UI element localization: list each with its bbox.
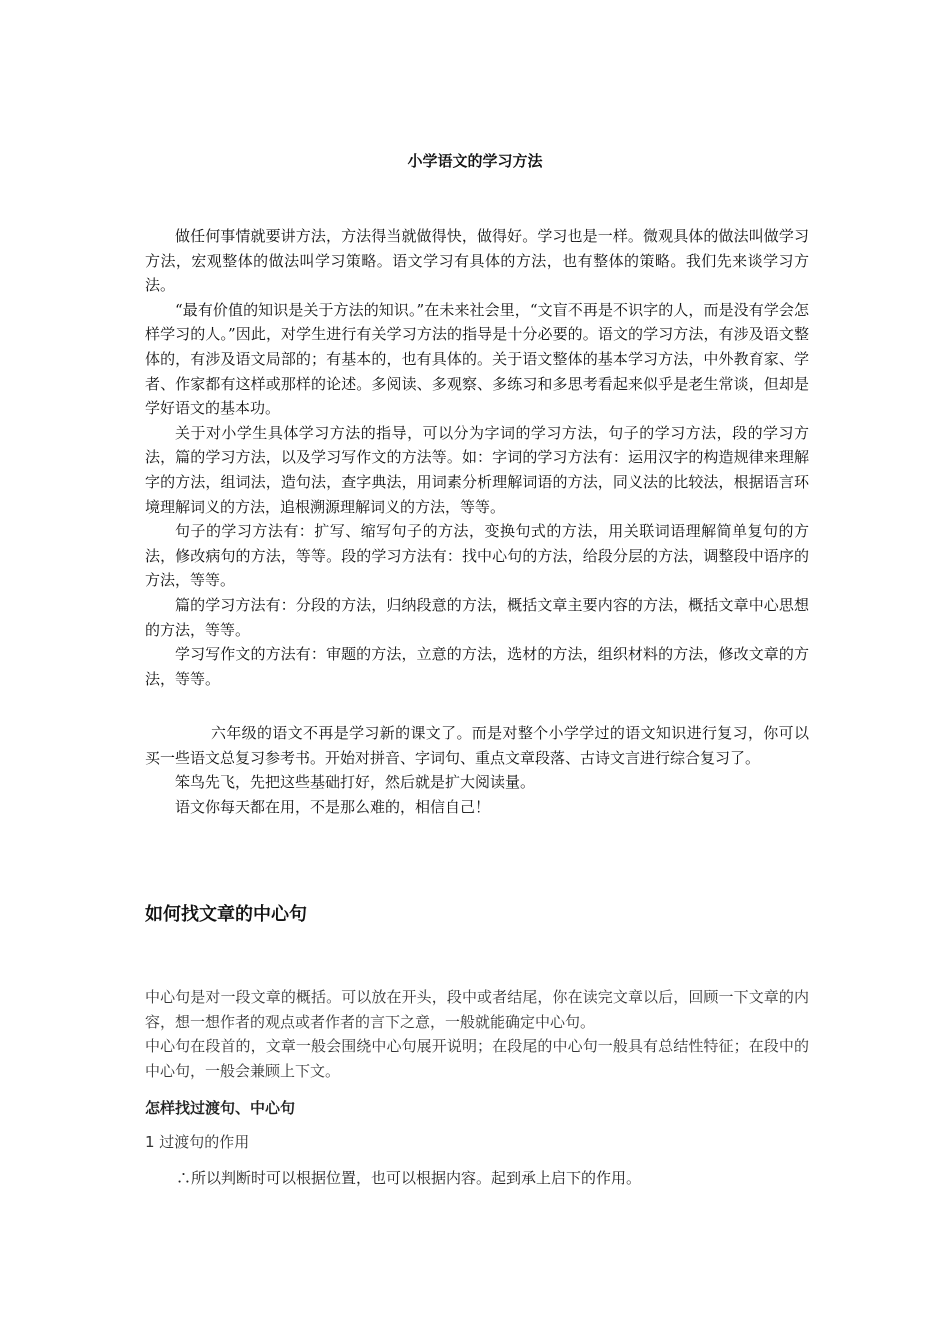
paragraph: 关于对小学生具体学习方法的指导，可以分为字词的学习方法，句子的学习方法，段的学习方法，篇的学习方法，以及学习写作文的方法等。如：字词的学习方法有：运用汉字的构造规律来理解字的方法，组词法，造句法，查字典法，用词素分析理解词语的方法，同义法的比较法，根据语言环境理解词义的方法，追根溯源理解词义的方法，等等。 (145, 423, 809, 516)
paragraph: 做任何事情就要讲方法，方法得当就做得快，做得好。学习也是一样。微观具体的做法叫做学习方法，宏观整体的做法叫学习策略。语文学习有具体的方法，也有整体的策略。我们先来谈学习方法。 (145, 227, 809, 295)
section-heading: 如何找文章的中心句 (145, 904, 307, 925)
paragraph: 中心句是对一段文章的概括。可以放在开头，段中或者结尾，你在读完文章以后，回顾一下文章的内容，想一想作者的观点或者作者的言下之意，一般就能确定中心句。 (145, 988, 809, 1031)
document-title: 小学语文的学习方法 (407, 152, 543, 170)
paragraph: 句子的学习方法有：扩写、缩写句子的方法，变换句式的方法，用关联词语理解简单复句的方法，修改病句的方法，等等。段的学习方法有：找中心句的方法，给段分层的方法，调整段中语序的方法，等等。 (145, 522, 809, 590)
paragraph: 笨鸟先飞，先把这些基础打好，然后就是扩大阅读量。 (175, 773, 536, 792)
subheading: 怎样找过渡句、中心句 (145, 1099, 296, 1117)
paragraph: “最有价值的知识是关于方法的知识。”在未来社会里，“文盲不再是不识字的人，而是没有学会怎样学习的人。”因此，对学生进行有关学习方法的指导是十分必要的。语文的学习方法，有涉及语文整体的，有涉及语文局部的；有基本的，也有具体的。关于语文整体的基本学习方法，中外教育家、学者、作家都有这样或那样的论述。多阅读、多观察、多练习和多思考看起来似乎是老生常谈，但却是学好语文的基本功。 (145, 300, 809, 418)
paragraph: 学习写作文的方法有：审题的方法，立意的方法，选材的方法，组织材料的方法，修改文章的方法，等等。 (145, 645, 809, 688)
therefore-line: ∴所以判断时可以根据位置，也可以根据内容。起到承上启下的作用。 (176, 1169, 642, 1187)
learning-methods-section (145, 224, 809, 691)
grade-six-review-section (145, 721, 809, 819)
paragraph: 中心句在段首的，文章一般会围绕中心句展开说明；在段尾的中心句一般具有总结性特征；在段中的中心句，一般会兼顾上下文。 (145, 1037, 809, 1080)
paragraph: 六年级的语文不再是学习新的课文了。而是对整个小学学过的语文知识进行复习，你可以买一些语文总复习参考书。开始对拼音、字词句、重点文章段落、古诗文言进行综合复习了。 (145, 724, 809, 767)
paragraph: 语文你每天都在用，不是那么难的，相信自己！ (175, 797, 491, 816)
paragraph: 篇的学习方法有：分段的方法，归纳段意的方法，概括文章主要内容的方法，概括文章中心思想的方法，等等。 (145, 595, 809, 639)
central-sentence-section (145, 985, 809, 1083)
numbered-item: 1 过渡句的作用 (145, 1133, 250, 1151)
